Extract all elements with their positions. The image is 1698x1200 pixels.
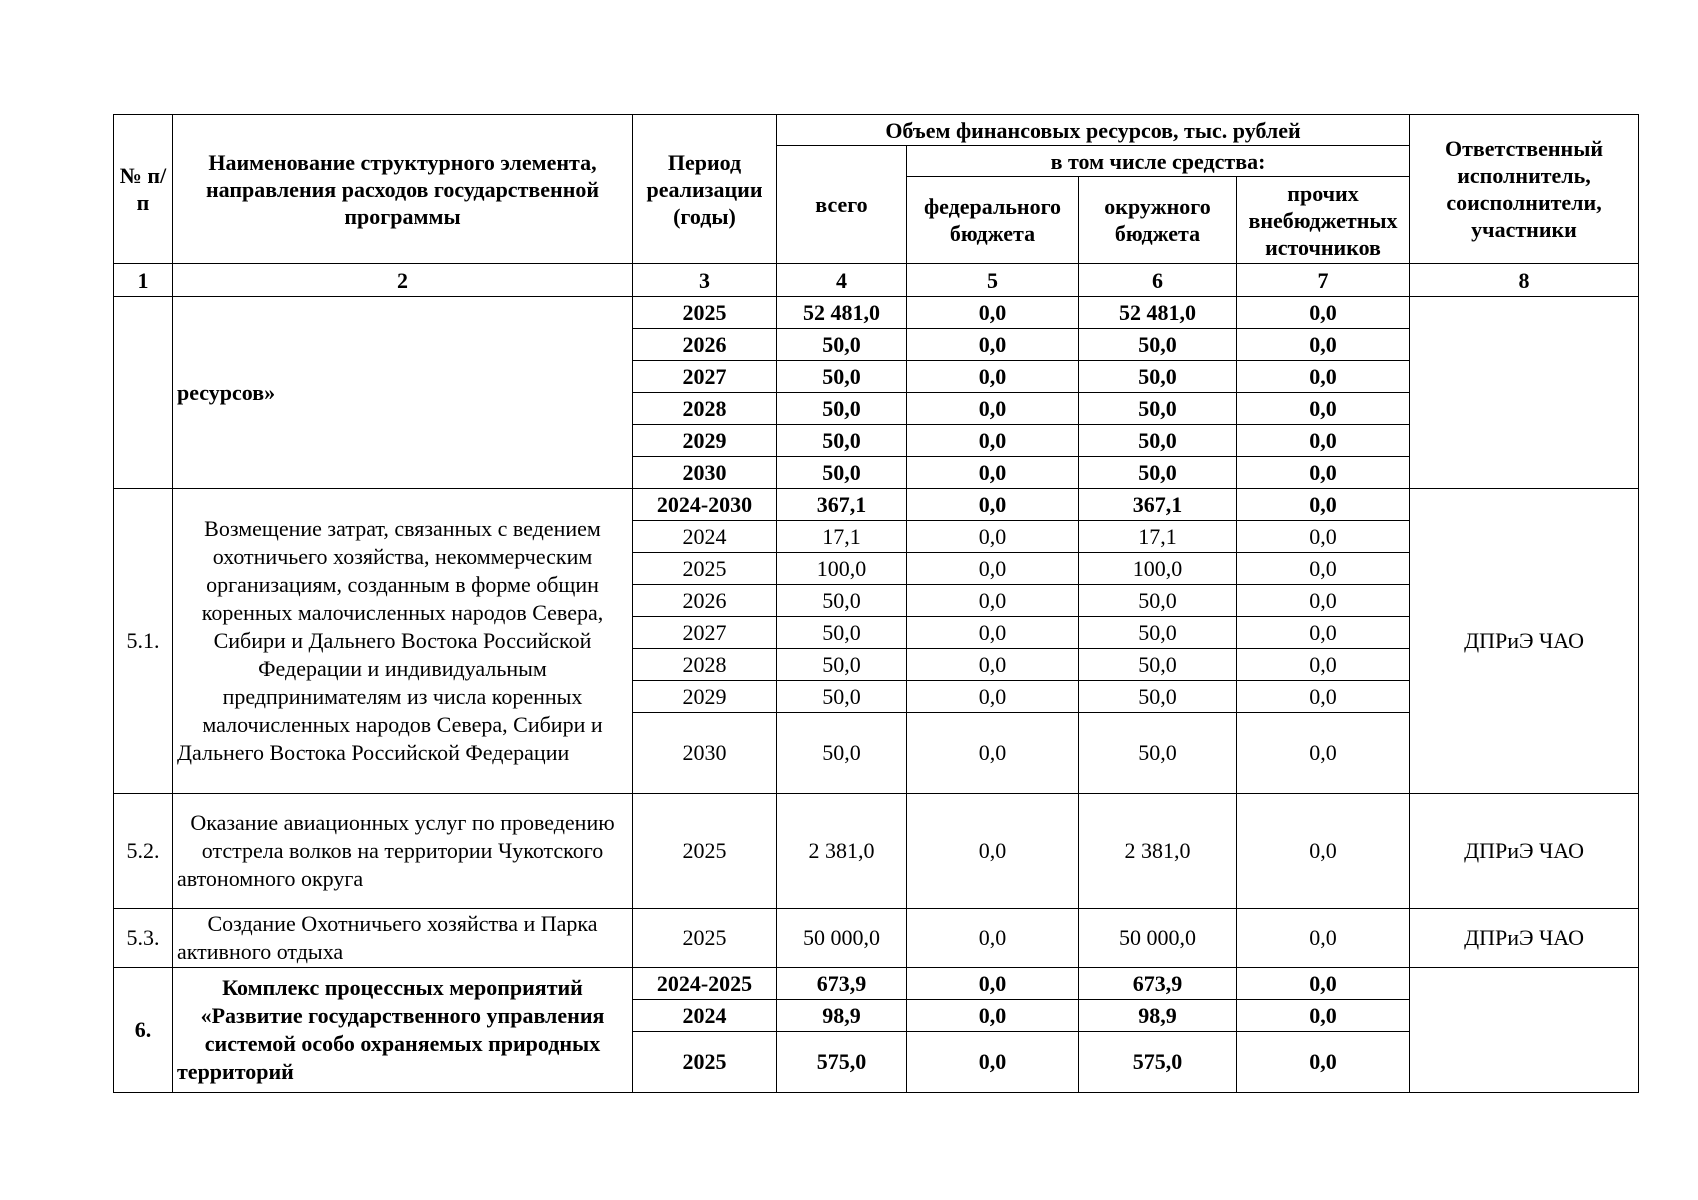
column-number: 5 xyxy=(907,264,1079,297)
row-num: 5.2. xyxy=(114,794,173,909)
cell-district: 50,0 xyxy=(1079,649,1237,681)
cell-period: 2025 xyxy=(633,794,777,909)
cell-other: 0,0 xyxy=(1237,329,1410,361)
cell-period: 2025 xyxy=(633,297,777,329)
header-period: Период реализации (годы) xyxy=(633,115,777,264)
header-row-1 xyxy=(114,115,1639,146)
table-row xyxy=(114,968,1639,1000)
column-number: 6 xyxy=(1079,264,1237,297)
cell-federal: 0,0 xyxy=(907,361,1079,393)
row-exec: ДПРиЭ ЧАО xyxy=(1410,489,1639,794)
cell-period: 2027 xyxy=(633,617,777,649)
cell-federal: 0,0 xyxy=(907,649,1079,681)
cell-period: 2030 xyxy=(633,457,777,489)
cell-district: 673,9 xyxy=(1079,968,1237,1000)
cell-federal: 0,0 xyxy=(907,329,1079,361)
cell-federal: 0,0 xyxy=(907,794,1079,909)
row-exec: ДПРиЭ ЧАО xyxy=(1410,909,1639,968)
cell-district: 50,0 xyxy=(1079,393,1237,425)
cell-other: 0,0 xyxy=(1237,585,1410,617)
cell-district: 50,0 xyxy=(1079,361,1237,393)
cell-period: 2025 xyxy=(633,553,777,585)
row-name: Комплекс процессных мероприятий «Развитие государственного управления системой особо охраняемых природных территорий xyxy=(173,968,633,1093)
cell-period: 2025 xyxy=(633,1032,777,1093)
cell-total: 50,0 xyxy=(777,713,907,794)
cell-total: 50,0 xyxy=(777,393,907,425)
cell-other: 0,0 xyxy=(1237,1032,1410,1093)
column-number: 4 xyxy=(777,264,907,297)
cell-other: 0,0 xyxy=(1237,713,1410,794)
financial-resources-table xyxy=(113,114,1639,1093)
row-name: Создание Охотничьего хозяйства и Парка активного отдыха xyxy=(173,909,633,968)
cell-other: 0,0 xyxy=(1237,361,1410,393)
cell-federal: 0,0 xyxy=(907,1000,1079,1032)
column-number: 1 xyxy=(114,264,173,297)
cell-federal: 0,0 xyxy=(907,617,1079,649)
cell-district: 50,0 xyxy=(1079,713,1237,794)
cell-other: 0,0 xyxy=(1237,681,1410,713)
cell-total: 367,1 xyxy=(777,489,907,521)
column-number: 2 xyxy=(173,264,633,297)
cell-period: 2026 xyxy=(633,329,777,361)
column-number: 7 xyxy=(1237,264,1410,297)
cell-district: 50,0 xyxy=(1079,425,1237,457)
cell-total: 17,1 xyxy=(777,521,907,553)
cell-federal: 0,0 xyxy=(907,553,1079,585)
column-number-row xyxy=(114,264,1639,297)
cell-period: 2024 xyxy=(633,521,777,553)
cell-other: 0,0 xyxy=(1237,297,1410,329)
row-num xyxy=(114,297,173,489)
cell-total: 50,0 xyxy=(777,329,907,361)
cell-district: 50,0 xyxy=(1079,585,1237,617)
cell-district: 98,9 xyxy=(1079,1000,1237,1032)
cell-district: 50 000,0 xyxy=(1079,909,1237,968)
column-number: 8 xyxy=(1410,264,1639,297)
cell-district: 575,0 xyxy=(1079,1032,1237,1093)
row-num: 5.3. xyxy=(114,909,173,968)
table-row xyxy=(114,489,1639,521)
cell-other: 0,0 xyxy=(1237,521,1410,553)
cell-other: 0,0 xyxy=(1237,968,1410,1000)
cell-federal: 0,0 xyxy=(907,457,1079,489)
cell-district: 50,0 xyxy=(1079,457,1237,489)
row-name: Оказание авиационных услуг по проведению отстрела волков на территории Чукотского автономного округа xyxy=(173,794,633,909)
cell-total: 50,0 xyxy=(777,425,907,457)
cell-district: 52 481,0 xyxy=(1079,297,1237,329)
cell-total: 673,9 xyxy=(777,968,907,1000)
header-federal: федерального бюджета xyxy=(907,177,1079,264)
cell-federal: 0,0 xyxy=(907,297,1079,329)
cell-total: 50,0 xyxy=(777,617,907,649)
cell-total: 98,9 xyxy=(777,1000,907,1032)
cell-total: 50,0 xyxy=(777,681,907,713)
cell-district: 2 381,0 xyxy=(1079,794,1237,909)
cell-other: 0,0 xyxy=(1237,617,1410,649)
row-exec xyxy=(1410,297,1639,489)
cell-other: 0,0 xyxy=(1237,649,1410,681)
cell-district: 50,0 xyxy=(1079,617,1237,649)
cell-district: 100,0 xyxy=(1079,553,1237,585)
table-row xyxy=(114,794,1639,909)
row-num: 5.1. xyxy=(114,489,173,794)
cell-period: 2024 xyxy=(633,1000,777,1032)
cell-other: 0,0 xyxy=(1237,1000,1410,1032)
cell-total: 52 481,0 xyxy=(777,297,907,329)
cell-total: 50,0 xyxy=(777,361,907,393)
cell-federal: 0,0 xyxy=(907,1032,1079,1093)
cell-total: 100,0 xyxy=(777,553,907,585)
cell-other: 0,0 xyxy=(1237,425,1410,457)
header-district: окружного бюджета xyxy=(1079,177,1237,264)
cell-federal: 0,0 xyxy=(907,393,1079,425)
cell-district: 50,0 xyxy=(1079,329,1237,361)
cell-period: 2030 xyxy=(633,713,777,794)
header-volume: Объем финансовых ресурсов, тыс. рублей xyxy=(777,115,1410,146)
cell-total: 50 000,0 xyxy=(777,909,907,968)
cell-other: 0,0 xyxy=(1237,553,1410,585)
row-name: Возмещение затрат, связанных с ведением охотничьего хозяйства, некоммерческим организациям, созданным в форме общин коренных малочисленных народов Севера, Сибири и Дальнего Востока Российской Федерации и индивидуальным предпринимателям из числа коренных малочисленных народов Севера, Сибири и Дальнего Востока Российской Федерации xyxy=(173,489,633,794)
cell-period: 2024-2025 xyxy=(633,968,777,1000)
cell-period: 2029 xyxy=(633,681,777,713)
row-exec xyxy=(1410,968,1639,1093)
row-name: ресурсов» xyxy=(173,297,633,489)
cell-period: 2025 xyxy=(633,909,777,968)
cell-period: 2027 xyxy=(633,361,777,393)
row-num: 6. xyxy=(114,968,173,1093)
table-row xyxy=(114,297,1639,329)
cell-total: 50,0 xyxy=(777,585,907,617)
header-exec: Ответственный исполнитель, соисполнители, участники xyxy=(1410,115,1639,264)
table-row xyxy=(114,909,1639,968)
cell-other: 0,0 xyxy=(1237,909,1410,968)
cell-federal: 0,0 xyxy=(907,425,1079,457)
header-name: Наименование структурного элемента, направления расходов государственной программы xyxy=(173,115,633,264)
cell-federal: 0,0 xyxy=(907,681,1079,713)
cell-federal: 0,0 xyxy=(907,713,1079,794)
cell-district: 17,1 xyxy=(1079,521,1237,553)
cell-total: 575,0 xyxy=(777,1032,907,1093)
cell-period: 2028 xyxy=(633,393,777,425)
cell-federal: 0,0 xyxy=(907,909,1079,968)
row-exec: ДПРиЭ ЧАО xyxy=(1410,794,1639,909)
cell-period: 2026 xyxy=(633,585,777,617)
cell-total: 2 381,0 xyxy=(777,794,907,909)
cell-other: 0,0 xyxy=(1237,489,1410,521)
header-num: № п/п xyxy=(114,115,173,264)
cell-federal: 0,0 xyxy=(907,585,1079,617)
cell-federal: 0,0 xyxy=(907,489,1079,521)
cell-total: 50,0 xyxy=(777,649,907,681)
cell-other: 0,0 xyxy=(1237,457,1410,489)
cell-other: 0,0 xyxy=(1237,794,1410,909)
cell-period: 2024-2030 xyxy=(633,489,777,521)
header-total: всего xyxy=(777,146,907,264)
column-number: 3 xyxy=(633,264,777,297)
cell-district: 367,1 xyxy=(1079,489,1237,521)
cell-period: 2028 xyxy=(633,649,777,681)
header-including: в том числе средства: xyxy=(907,146,1410,177)
cell-federal: 0,0 xyxy=(907,968,1079,1000)
header-other: прочих внебюджетных источников xyxy=(1237,177,1410,264)
cell-other: 0,0 xyxy=(1237,393,1410,425)
cell-period: 2029 xyxy=(633,425,777,457)
cell-district: 50,0 xyxy=(1079,681,1237,713)
cell-total: 50,0 xyxy=(777,457,907,489)
cell-federal: 0,0 xyxy=(907,521,1079,553)
